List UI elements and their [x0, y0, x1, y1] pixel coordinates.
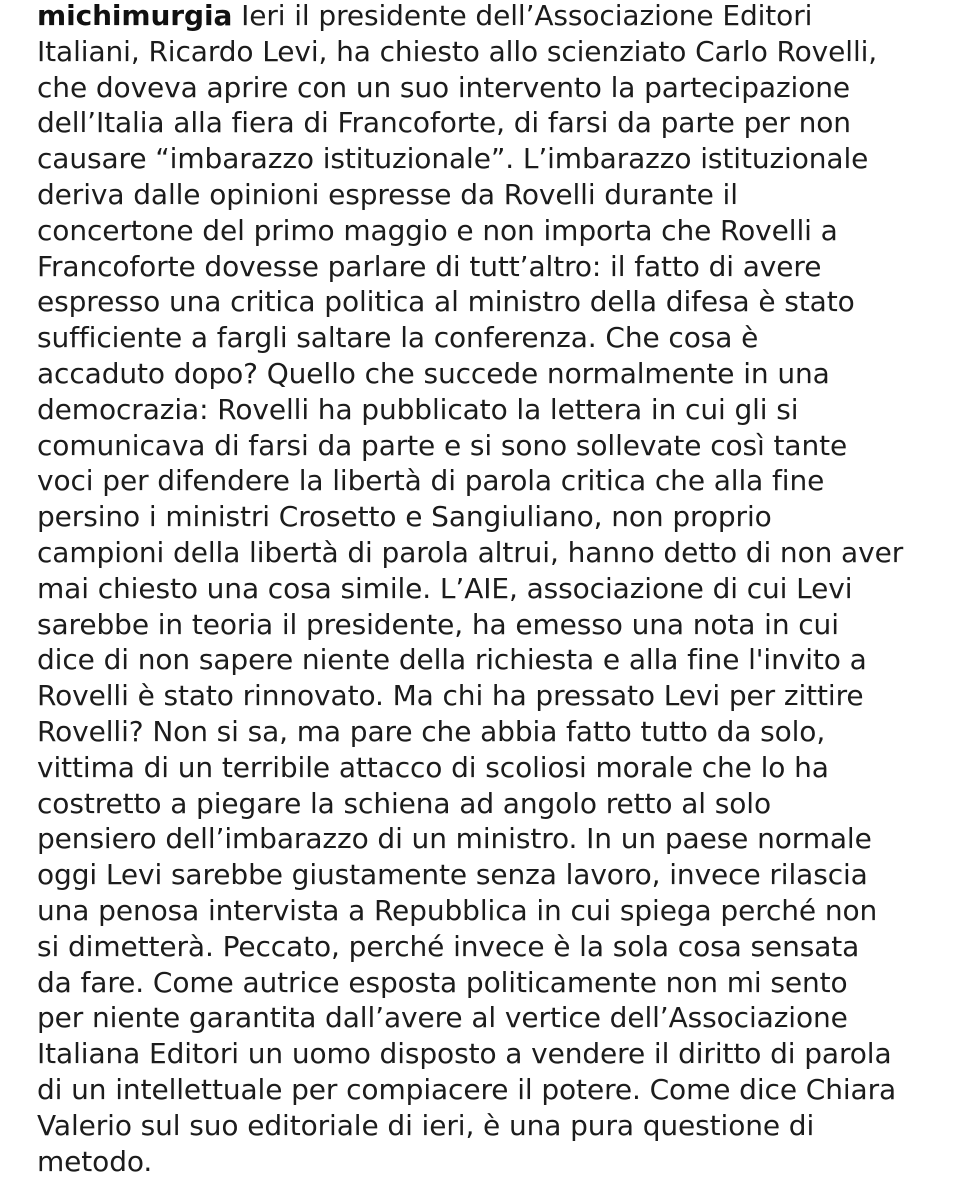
- caption-line: dice di non sapere niente della richiesta e alla fine l'invito a: [37, 643, 867, 677]
- caption-line: accaduto dopo? Quello che succede normalmente in una: [37, 356, 830, 390]
- caption-line: oggi Levi sarebbe giustamente senza lavoro, invece rilascia: [37, 858, 868, 892]
- caption-line: Italiana Editori un uomo disposto a vendere il diritto di parola: [37, 1037, 892, 1071]
- caption-line: comunicava di farsi da parte e si sono sollevate così tante: [37, 428, 848, 462]
- caption-line: Rovelli? Non si sa, ma pare che abbia fatto tutto da solo,: [37, 714, 826, 748]
- caption-line: concertone del primo maggio e non importa che Rovelli a: [37, 213, 838, 247]
- caption-line: di un intellettuale per compiacere il potere. Come dice Chiara: [37, 1072, 897, 1106]
- caption-line: per niente garantita dall’avere al vertice dell’Associazione: [37, 1001, 848, 1035]
- caption-line: deriva dalle opinioni espresse da Rovelli durante il: [37, 177, 738, 211]
- caption-line: metodo.: [37, 1144, 153, 1178]
- caption-line: costretto a piegare la schiena ad angolo retto al solo: [37, 786, 772, 820]
- post-caption: [37, 0, 937, 1179]
- caption-line: causare “imbarazzo istituzionale”. L’imbarazzo istituzionale: [37, 142, 869, 176]
- caption-line: dell’Italia alla fiera di Francoforte, di farsi da parte per non: [37, 106, 851, 140]
- caption-line: Francoforte dovesse parlare di tutt’altro: il fatto di avere: [37, 249, 822, 283]
- caption-line: espresso una critica politica al ministro della difesa è stato: [37, 285, 855, 319]
- caption-line: sarebbe in teoria il presidente, ha emesso una nota in cui: [37, 607, 839, 641]
- caption-line: Rovelli è stato rinnovato. Ma chi ha pressato Levi per zittire: [37, 679, 864, 713]
- caption-line: da fare. Come autrice esposta politicamente non mi sento: [37, 965, 848, 999]
- caption-line: che doveva aprire con un suo intervento la partecipazione: [37, 70, 851, 104]
- caption-line: campioni della libertà di parola altrui, hanno detto di non aver: [37, 535, 904, 569]
- caption-line: una penosa intervista a Repubblica in cui spiega perché non: [37, 893, 878, 927]
- caption-line: pensiero dell’imbarazzo di un ministro. In un paese normale: [37, 822, 872, 856]
- caption-line: Valerio sul suo editoriale di ieri, è una pura questione di: [37, 1108, 815, 1142]
- caption-line: voci per difendere la libertà di parola critica che alla fine: [37, 464, 825, 498]
- caption-text: Ieri il presidente dell’Associazione Editori: [232, 0, 813, 32]
- caption-line: Italiani, Ricardo Levi, ha chiesto allo scienziato Carlo Rovelli,: [37, 34, 878, 68]
- caption-line: si dimetterà. Peccato, perché invece è la sola cosa sensata: [37, 929, 860, 963]
- caption-line: vittima di un terribile attacco di scoliosi morale che lo ha: [37, 750, 829, 784]
- username-link[interactable]: michimurgia: [37, 0, 233, 32]
- caption-line: democrazia: Rovelli ha pubblicato la lettera in cui gli si: [37, 392, 799, 426]
- caption-line: mai chiesto una cosa simile. L’AIE, associazione di cui Levi: [37, 571, 853, 605]
- caption-line: persino i ministri Crosetto e Sangiuliano, non proprio: [37, 500, 772, 534]
- caption-line: [37, 0, 937, 34]
- caption-line: sufficiente a fargli saltare la conferenza. Che cosa è: [37, 321, 759, 355]
